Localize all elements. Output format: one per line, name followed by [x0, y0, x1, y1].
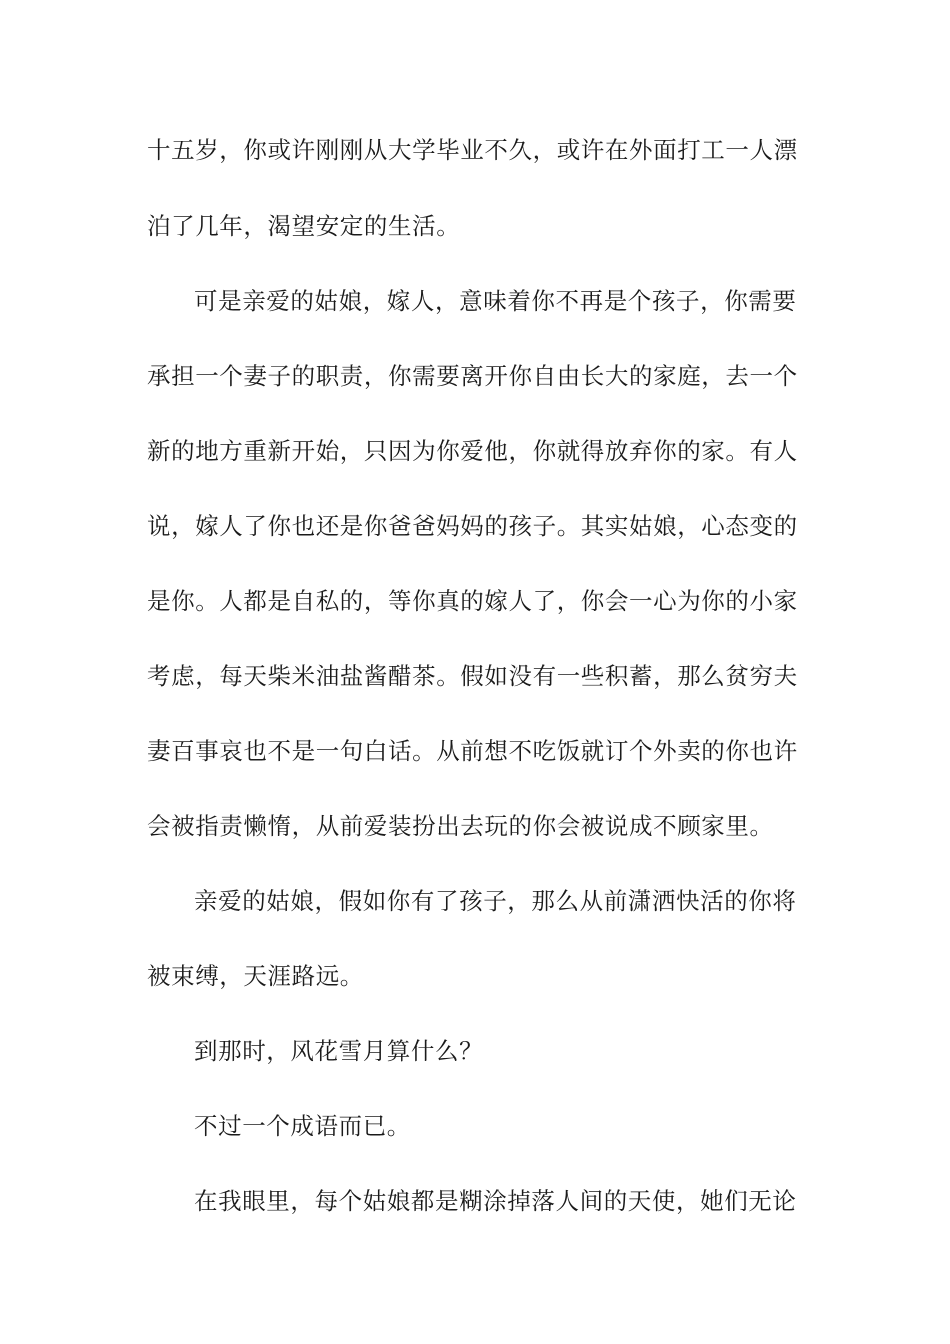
- paragraph-start-line: 不过一个成语而已。: [194, 1112, 411, 1140]
- text-line: 妻百事哀也不是一句白话。从前想不吃饭就订个外卖的你也许: [147, 737, 798, 765]
- text-line: 新的地方重新开始，只因为你爱他，你就得放弃你的家。有人: [147, 437, 798, 465]
- paragraph-start-line: 亲爱的姑娘，假如你有了孩子，那么从前潇洒快活的你将: [194, 887, 797, 915]
- text-line: 是你。人都是自私的，等你真的嫁人了，你会一心为你的小家: [147, 587, 798, 615]
- paragraph-start-line: 在我眼里，每个姑娘都是糊涂掉落人间的天使，她们无论: [194, 1187, 797, 1215]
- text-line: 泊了几年，渴望安定的生活。: [147, 212, 461, 240]
- text-line: 说，嫁人了你也还是你爸爸妈妈的孩子。其实姑娘，心态变的: [147, 512, 798, 540]
- text-line: 会被指责懒惰，从前爱装扮出去玩的你会被说成不顾家里。: [147, 812, 774, 840]
- text-line: 被束缚，天涯路远。: [147, 962, 364, 990]
- text-line: 承担一个妻子的职责，你需要离开你自由长大的家庭，去一个: [147, 362, 798, 390]
- paragraph-start-line: 可是亲爱的姑娘，嫁人，意味着你不再是个孩子，你需要: [194, 287, 797, 315]
- paragraph-start-line: 到那时，风花雪月算什么？: [194, 1037, 484, 1065]
- text-line: 十五岁，你或许刚刚从大学毕业不久，或许在外面打工一人漂: [147, 136, 798, 164]
- text-line: 考虑，每天柴米油盐酱醋茶。假如没有一些积蓄，那么贫穷夫: [147, 662, 798, 690]
